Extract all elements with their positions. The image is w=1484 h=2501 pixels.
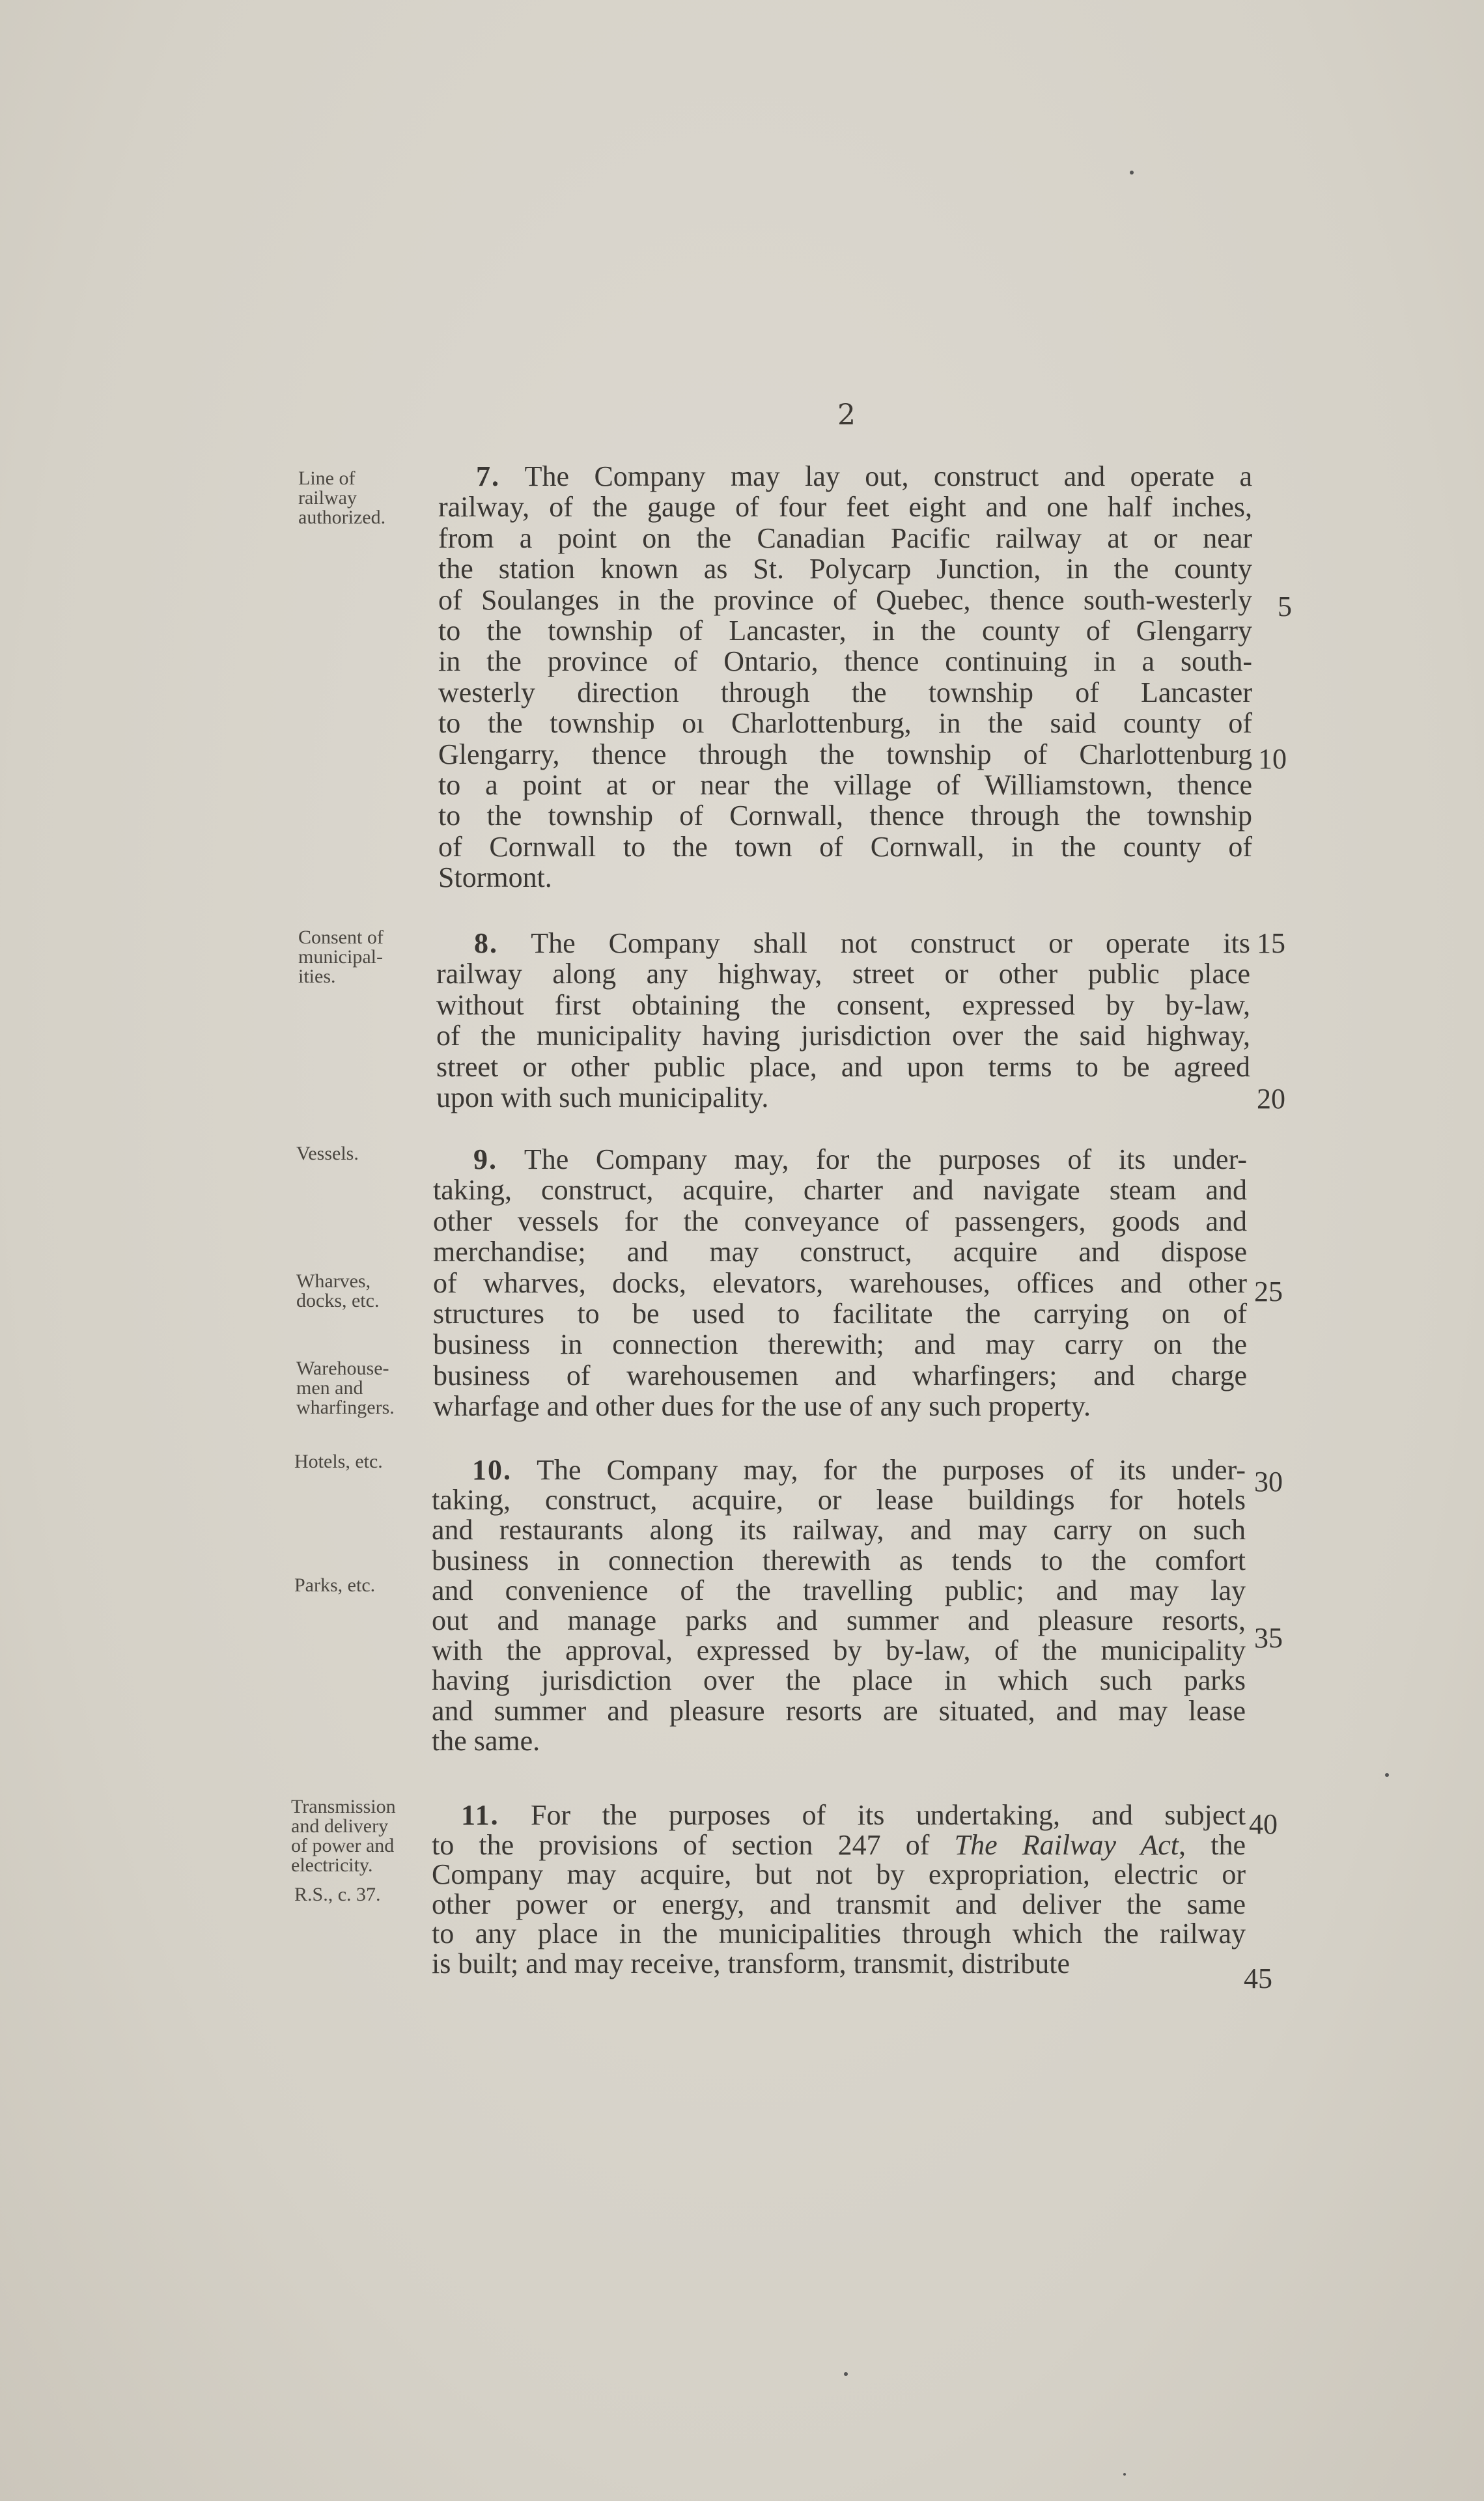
text-line: in the province of Ontario, thence continuing in a south- [438,645,1252,678]
text-line: of the municipality having jurisdiction over the said highway, [436,1020,1250,1052]
margin-note-text: Hotels, etc. [294,1451,383,1472]
margin-note-text: ities. [298,966,336,987]
margin-note-consent [298,928,384,986]
act-title: The Railway Act [954,1828,1179,1861]
margin-note-text: Consent of [298,927,384,948]
text-line: is built; and may receive, transform, transmit, distribute [432,1947,1070,1979]
section-10-text [432,1455,1246,1756]
text-line: taking, construct, acquire, or lease buildings for hotels [432,1484,1246,1516]
text-line: of Cornwall to the town of Cornwall, in the county of [438,830,1252,863]
text-line: merchandise; and may construct, acquire and dispose [433,1236,1247,1268]
page-number: 2 [837,398,856,432]
text-line: taking, construct, acquire, charter and navigate steam and [433,1174,1247,1207]
line-number: 40 [1249,1808,1278,1840]
margin-note-text: Line of [298,468,356,489]
text-line: to a point at or near the village of Williamstown, thence [438,769,1252,802]
paper-speck [1123,2473,1126,2476]
text-line: The Company may, for the purposes of its under- [497,1143,1247,1175]
section-9-text [433,1144,1247,1422]
margin-note-text: railway [298,487,357,509]
text-line: the same. [432,1724,540,1757]
text-line: the station known as St. Polycarp Junction, in the county [438,553,1252,585]
margin-note-text: Vessels. [296,1143,359,1164]
margin-note-text: docks, etc. [296,1290,380,1311]
margin-note-text: of power and [291,1835,395,1856]
text-line: of wharves, docks, elevators, warehouses, offices and other [433,1266,1247,1299]
paper-speck [844,2372,848,2376]
margin-note-parks [294,1576,375,1595]
text-line: business of warehousemen and wharfingers; and charge [433,1359,1247,1391]
section-number: 9. [473,1143,497,1175]
margin-note-hotels [294,1452,383,1472]
text-line: and summer and pleasure resorts are situated, and may lease [432,1694,1246,1727]
margin-note-statute-ref [294,1885,381,1905]
text-line: street or other public place, and upon terms to be agreed [436,1050,1250,1083]
text-line: The Company may lay out, construct and operate a [500,460,1252,492]
text-line: from a point on the Canadian Pacific railway at or near [438,522,1252,554]
text-line: wharfage and other dues for the use of any such property. [433,1390,1091,1423]
text-line: without first obtaining the consent, expressed by by-law, [436,988,1250,1021]
margin-note-text: and delivery [291,1815,389,1837]
line-number: 20 [1257,1083,1285,1115]
section-7-text [438,461,1252,893]
margin-note-text: Wharves, [296,1270,371,1292]
line-number: 25 [1254,1276,1283,1307]
text-line: , the [1179,1828,1246,1861]
section-number: 11. [461,1799,499,1831]
margin-note-text: R.S., c. 37. [294,1884,381,1905]
text-line: to the township of Cornwall, thence through the township [438,800,1252,832]
text-line: upon with such municipality. [436,1082,769,1114]
line-number: 5 [1278,591,1292,622]
text-line: to the township oı Charlottenburg, in the said county of [438,707,1252,740]
text-line: and convenience of the travelling public; and may lay [432,1574,1246,1606]
text-line: railway along any highway, street or other public place [436,958,1250,990]
text-line: Company may acquire, but not by expropriation, electric or [432,1858,1246,1890]
text-line: westerly direction through the township of Lancaster [438,676,1252,708]
margin-note-text: men and [296,1377,363,1399]
margin-note-text: municipal- [298,946,383,968]
text-line: Stormont. [438,861,552,894]
section-number: 10. [472,1454,512,1486]
margin-note-text: Warehouse- [296,1358,389,1379]
text-line: The Company may, for the purposes of its under- [512,1454,1246,1486]
text-line: having jurisdiction over the place in which such parks [432,1664,1246,1697]
margin-note-text: electricity. [291,1854,373,1876]
line-number: 15 [1257,927,1285,959]
section-8-text [436,928,1250,1113]
margin-note-wharves [296,1272,379,1311]
text-line: other vessels for the conveyance of passengers, goods and [433,1205,1247,1237]
text-line: For the purposes of its undertaking, and subject [499,1799,1246,1831]
paper-speck [1130,171,1134,175]
text-line: with the approval, expressed by by-law, of the municipality [432,1634,1246,1667]
margin-note-text: wharfingers. [296,1397,395,1418]
margin-note-line-of-railway [298,469,385,527]
paper-speck [1385,1773,1389,1777]
line-number: 45 [1244,1963,1272,1994]
section-number: 8. [474,927,498,959]
line-number: 10 [1258,743,1287,775]
text-line: railway, of the gauge of four feet eight and one half inches, [438,491,1252,524]
text-line: to any place in the municipalities through which the railway [432,1918,1246,1949]
margin-note-text: authorized. [298,507,386,528]
text-line: out and manage parks and summer and pleasure resorts, [432,1604,1246,1637]
section-11-text [432,1800,1246,1978]
text-line: of Soulanges in the province of Quebec, thence south-westerly [438,583,1252,616]
margin-note-warehousemen [296,1359,395,1418]
text-line: Glengarry, thence through the township of Charlottenburg [438,738,1252,770]
text-line: business in connection therewith; and may carry on the [433,1328,1247,1361]
text-line: to the township of Lancaster, in the county of Glengarry [438,615,1252,647]
margin-note-text: Parks, etc. [294,1574,376,1596]
margin-note-text: Transmission [291,1796,396,1817]
line-number: 35 [1254,1622,1283,1654]
text-line: to the provisions of section 247 of [432,1828,955,1861]
section-number: 7. [476,460,500,492]
text-line: business in connection therewith as tends to the comfort [432,1544,1246,1576]
text-line: and restaurants along its railway, and may carry on such [432,1514,1246,1546]
margin-note-vessels [296,1144,359,1164]
text-line: structures to be used to facilitate the carrying on of [433,1298,1247,1330]
margin-note-transmission [291,1797,396,1875]
text-line: other power or energy, and transmit and deliver the same [432,1888,1246,1920]
line-number: 30 [1254,1466,1283,1498]
text-line: The Company shall not construct or operate its [498,927,1250,959]
